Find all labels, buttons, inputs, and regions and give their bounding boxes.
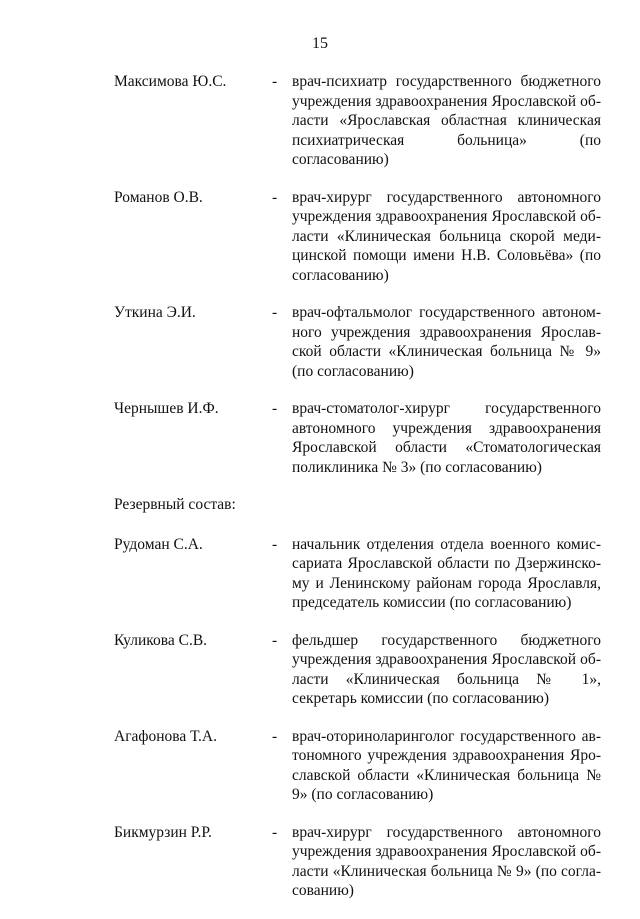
member-dash: - xyxy=(272,631,278,649)
member-dash: - xyxy=(272,73,278,90)
member-entry-maksimova xyxy=(0,72,640,170)
member-name: Рудоман С.А. xyxy=(114,535,203,553)
member-description: врач-хирург государственного автономного учреждения здравоохранения Ярославской области «Клиническая больница № 9» (по согласованию) xyxy=(292,823,601,899)
member-dash: - xyxy=(272,823,278,841)
member-name: Максимова Ю.С. xyxy=(114,73,227,90)
member-description: врач-оториноларинголог государственного автономного учреждения здравоохранения Ярославской области «Клиническая больница № 9» (по согласованию) xyxy=(292,727,601,803)
member-dash: - xyxy=(272,400,278,417)
member-description: врач-офтальмолог государственного автономного учреждения здравоохранения Ярославской области «Клиническая больница № 9» (по согласованию) xyxy=(292,304,601,380)
member-name: Бикмурзин Р.Р. xyxy=(114,823,212,841)
member-description: фельдшер государственного бюджетного учреждения здравоохранения Ярославской области «Клиническая больница № 1», секретарь комиссии (по согласованию) xyxy=(292,631,601,707)
member-description: начальник отделения отдела военного комиссариата Ярославской области по Дзержинскому и Ленинскому районам города Ярославля, председатель комиссии (по согласованию) xyxy=(292,535,601,611)
member-name: Чернышев И.Ф. xyxy=(114,400,219,417)
member-entry-kulikova xyxy=(0,631,640,709)
member-dash: - xyxy=(272,304,278,321)
member-dash: - xyxy=(272,535,278,553)
member-entry-utkina xyxy=(0,303,640,381)
member-dash: - xyxy=(272,188,278,206)
member-entry-rudoman xyxy=(0,535,640,613)
member-entry-romanov xyxy=(0,188,640,286)
member-description: врач-психиатр государственного бюджетного учреждения здравоохранения Ярославской области «Ярославская областная клиническая психиатрическая больница» (по согласованию) xyxy=(292,73,601,168)
member-name: Куликова С.В. xyxy=(114,631,208,649)
page-number: 15 xyxy=(312,35,328,52)
member-entry-chernyshev xyxy=(0,399,640,477)
member-dash: - xyxy=(272,727,278,745)
member-entry-agafonova xyxy=(0,727,640,805)
member-name: Романов О.В. xyxy=(114,188,203,206)
reserve-section-heading: Резервный состав: xyxy=(114,496,236,513)
member-entry-bikmurzin xyxy=(0,823,640,901)
member-description: врач-стоматолог-хирург государственного автономного учреждения здравоохранения Ярославской области «Стоматологическая поликлиника № 3» (по согласованию) xyxy=(292,400,601,476)
member-name: Агафонова Т.А. xyxy=(114,727,217,745)
member-name: Уткина Э.И. xyxy=(114,304,196,321)
member-description: врач-хирург государственного автономного учреждения здравоохранения Ярославской области «Клиническая больница скорой медицинской помощи имени Н.В. Соловьёва» (по согласованию) xyxy=(292,188,601,284)
member-list xyxy=(0,72,640,919)
